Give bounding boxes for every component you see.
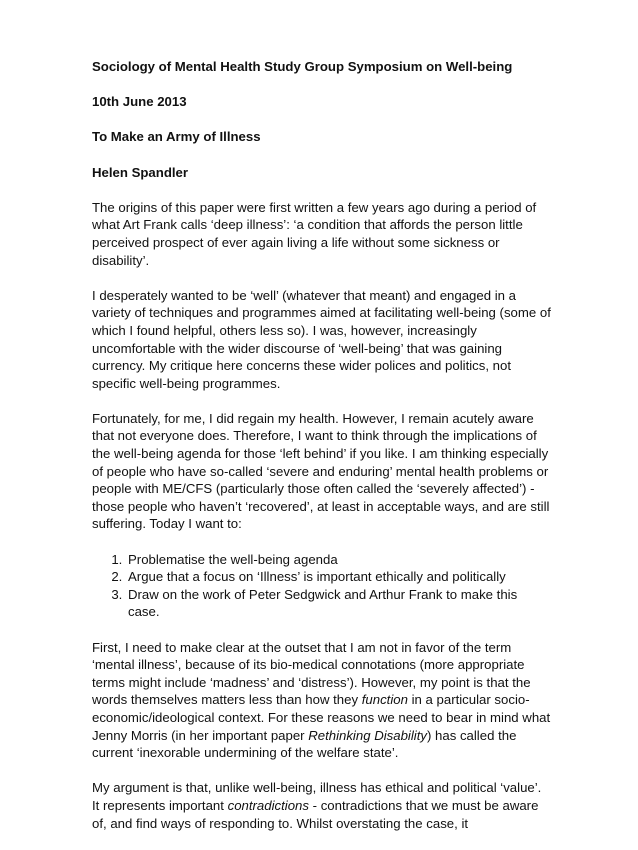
author-name: Helen Spandler (92, 164, 189, 180)
emphasis-text: function (361, 692, 408, 708)
paragraph-text: ) has called the current ‘inexorable undermining of the welfare state’. (92, 727, 517, 761)
paper-title: To Make an Army of Illness (92, 129, 261, 145)
paragraph-text: First, I need to make clear at the outset that I am not in favor of the term ‘mental illness’, because of its bio-medical connotations (more appropriate terms might include ‘madness’ and ‘distress’). However, my point is that the words themselves matters less than how they (92, 639, 531, 708)
symposium-title: Sociology of Mental Health Study Group Symposium on Well-being (92, 59, 513, 74)
symposium-date: 10th June 2013 (92, 94, 187, 110)
paragraph-left-behind: Fortunately, for me, I did regain my health. However, I remain acutely aware that not everyone does. Therefore, I want to think through the implications of the well-being agenda for those ‘left behind’ if you like. I am thinking especially of people who have so-called ‘severe and enduring’ mental health problems or people with ME/CFS (particularly those often called the ‘severely affected’) - those people who haven’t ‘recovered’, at least in acceptable ways, and are still suffering. Today I want to: (92, 410, 550, 532)
document-page (92, 58, 552, 850)
paragraph-text: - contradictions that we must be aware of, and find ways of responding to. Whilst overstating the case, it (92, 797, 539, 831)
paragraph-terminology (92, 639, 552, 762)
aims-list (92, 551, 552, 621)
list-item: 1. Problematise the well-being agenda (126, 551, 552, 569)
paragraph-origins: The origins of this paper were first written a few years ago during a period of what Art Frank calls ‘deep illness’: ‘a condition that affords the person little perceived prospect of ever again living a life without some sickness or disability’. (92, 199, 537, 268)
paragraph-text: My argument is that, unlike well-being, illness has ethical and political ‘value’. It represents important (92, 780, 542, 813)
paragraph-well-being-discourse: I desperately wanted to be ‘well’ (whatever that meant) and engaged in a variety of techniques and programmes aimed at facilitating well-being (some of which I found helpful, others less so). I was, however, increasingly uncomfortable with the wider discourse of ‘well-being’ that was gaining currency. My critique here concerns these wider polices and politics, not specific well-being programmes. (92, 287, 551, 391)
list-item: 2. Argue that a focus on ‘Illness’ is important ethically and politically (126, 568, 552, 586)
paragraph-text: in a particular socio-economic/ideological context. For these reasons we need to bear in mind what Jenny Morris (in her important paper (92, 692, 551, 743)
paragraph-argument (92, 779, 552, 832)
list-item: 3. Draw on the work of Peter Sedgwick and Arthur Frank to make this case. (126, 586, 552, 621)
emphasis-text: Rethinking Disability (308, 727, 427, 743)
emphasis-text: contradictions (227, 797, 309, 813)
